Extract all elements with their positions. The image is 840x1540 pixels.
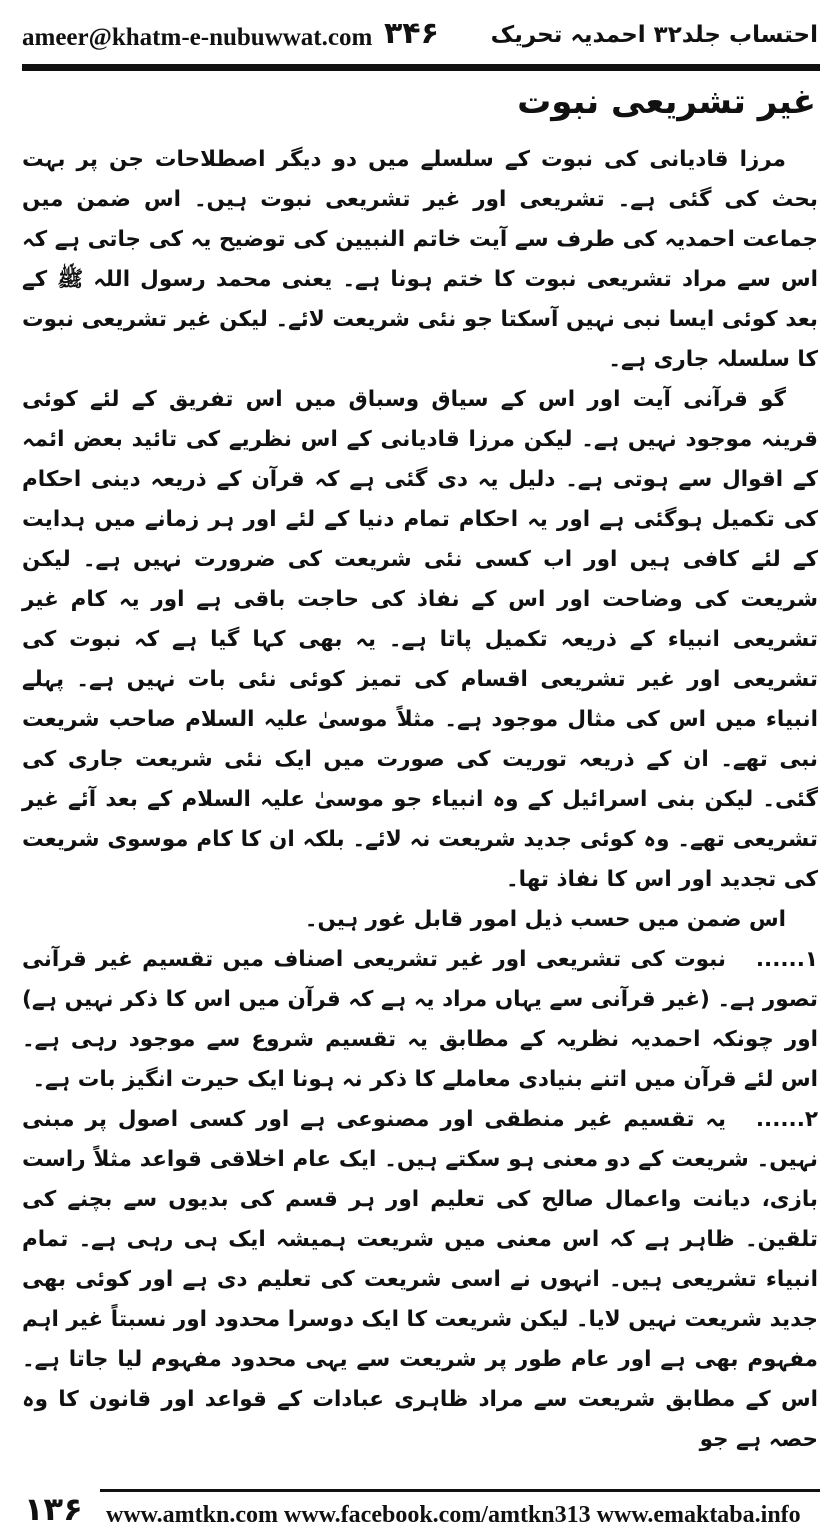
header-email: ameer@khatm-e-nubuwwat.com bbox=[22, 24, 373, 51]
header-page-number: ۳۴۶ bbox=[384, 16, 439, 51]
point-1-text: نبوت کی تشریعی اور غیر تشریعی اصناف میں تقسیم غیر قرآنی تصور ہے۔ (غیر قرآنی سے یہاں مراد یہ ہے کہ قرآن میں اس کا ذکر نہیں ہے) اور چونکہ احمدیہ نظریہ کے مطابق یہ تقسیم شروع سے موجود رہی ہے۔ اس لئے قرآن میں اتنے بنیادی معاملے کا ذکر نہ ہونا ایک حیرت انگیز بات ہے۔ bbox=[22, 947, 818, 1092]
point-2-number: ۲...... bbox=[755, 1107, 818, 1132]
point-2-text: یہ تقسیم غیر منطقی اور مصنوعی ہے اور کسی اصول پر مبنی نہیں۔ شریعت کے دو معنی ہو سکتے ہیں۔ ایک عام اخلاقی قواعد مثلاً راست بازی، دیانت واعمال صالح کی تعلیم اور ہر قسم کی بدیوں سے بچنے کی تلقین۔ ظاہر ہے کہ اس معنی میں شریعت ہمیشہ ایک ہی رہی ہے۔ تمام انبیاء تشریعی ہیں۔ انہوں نے اسی شریعت کی تعلیم دی ہے اور کوئی بھی جدید شریعت نہیں لایا۔ لیکن شریعت کا ایک دوسرا محدود اور نسبتاً غیر اہم مفہوم بھی ہے اور عام طور پر شریعت سے یہی محدود مفہوم لیا جاتا ہے۔ اس کے مطابق شریعت سے مراد ظاہری عبادات کے قواعد اور قانون کا وہ حصہ ہے جو bbox=[22, 1107, 818, 1452]
header-rule bbox=[22, 64, 820, 71]
footer-links: www.amtkn.com www.facebook.com/amtkn313 www.emaktaba.info bbox=[106, 1502, 801, 1528]
paragraph-1: مرزا قادیانی کی نبوت کے سلسلے میں دو دیگر اصطلاحات جن پر بہت بحث کی گئی ہے۔ تشریعی اور غیر تشریعی نبوت ہیں۔ اس ضمن میں جماعت احمدیہ کی طرف سے آیت خاتم النبیین کی توضیح یہ کی جاتی ہے کہ اس سے مراد تشریعی نبوت کا ختم ہونا ہے۔ یعنی محمد رسول اللہ ﷺ کے بعد کوئی ایسا نبی نہیں آسکتا جو نئی شریعت لائے۔ لیکن غیر تشریعی نبوت کا سلسلہ جاری ہے۔ bbox=[22, 147, 818, 372]
page-body bbox=[22, 140, 818, 1460]
page-header bbox=[0, 0, 840, 70]
footer-page-number: ۱۳۶ bbox=[24, 1490, 83, 1528]
point-2 bbox=[22, 1100, 818, 1460]
header-running-title: احتساب جلد۳۲ احمدیہ تحریک bbox=[490, 22, 818, 48]
point-1 bbox=[22, 940, 818, 1100]
paragraph-2: گو قرآنی آیت اور اس کے سیاق وسباق میں اس تفریق کے لئے کوئی قرینہ موجود نہیں ہے۔ لیکن مرزا قادیانی کے اس نظریے کی تائید بعض ائمہ کے اقوال سے ہوتی ہے۔ دلیل یہ دی گئی ہے کہ قرآن کے ذریعہ دینی احکام کی تکمیل ہوگئی ہے اور یہ احکام تمام دنیا کے لئے اور ہر زمانے میں ہدایت کے لئے کافی ہیں اور اب کسی نئی شریعت کی ضرورت نہیں ہے۔ لیکن شریعت کی وضاحت اور اس کے نفاذ کی حاجت باقی ہے اور یہ کام غیر تشریعی انبیاء کے ذریعہ تکمیل پاتا ہے۔ یہ بھی کہا گیا ہے کہ نبوت کی تشریعی اور غیر تشریعی اقسام کی تمیز کوئی نئی بات نہیں ہے۔ پہلے انبیاء میں اس کی مثال موجود ہے۔ مثلاً موسیٰ علیہ السلام صاحب شریعت نبی تھے۔ ان کے ذریعہ توریت کی صورت میں ایک نئی شریعت جاری کی گئی۔ لیکن بنی اسرائیل کے وہ انبیاء جو موسیٰ علیہ السلام کے بعد آئے غیر تشریعی تھے۔ وہ کوئی جدید شریعت نہ لائے۔ بلکہ ان کا کام موسوی شریعت کی تجدید اور اس کا نفاذ تھا۔ bbox=[22, 387, 818, 892]
paragraph-3: اس ضمن میں حسب ذیل امور قابل غور ہیں۔ bbox=[304, 907, 786, 932]
point-1-number: ۱...... bbox=[755, 947, 818, 972]
section-title: غیر تشریعی نبوت bbox=[517, 82, 816, 122]
footer-rule bbox=[100, 1489, 820, 1492]
